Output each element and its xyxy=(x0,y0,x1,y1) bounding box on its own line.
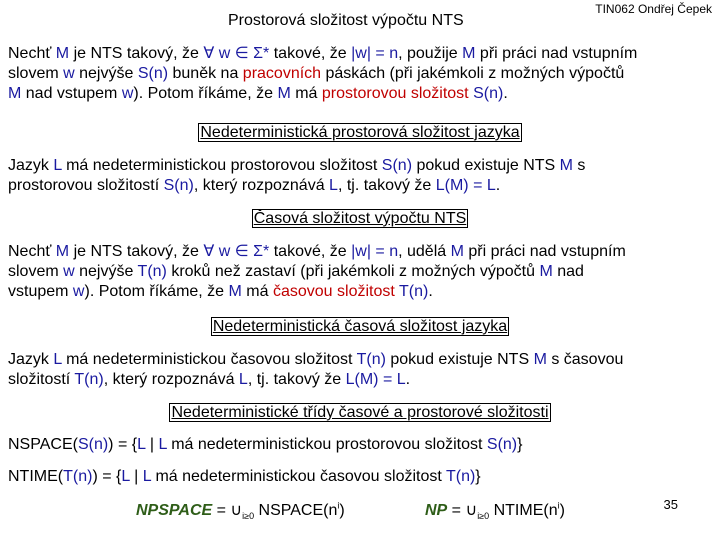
symbol: w xyxy=(63,65,75,82)
text: ). Potom říkáme, že xyxy=(84,283,229,300)
npspace-equation xyxy=(136,500,345,521)
text: . xyxy=(428,283,433,300)
symbol: L xyxy=(53,157,62,174)
text: Nechť xyxy=(8,243,56,260)
symbol: |w| = n xyxy=(351,243,399,260)
text: ). Potom říkáme, že xyxy=(133,85,278,102)
text: | xyxy=(129,468,143,485)
text: , udělá xyxy=(398,243,451,260)
symbol: M xyxy=(277,85,291,102)
text: . xyxy=(405,371,411,388)
text: s časovou xyxy=(546,351,624,368)
symbol: T(n) xyxy=(356,351,386,368)
text: } xyxy=(475,468,481,485)
symbol: T(n) xyxy=(445,468,476,485)
symbol: L xyxy=(121,468,130,485)
definition-line xyxy=(8,282,714,302)
symbol: w xyxy=(72,283,85,300)
symbol: S(n) xyxy=(137,65,169,82)
text: má xyxy=(241,283,273,300)
text: buněk na xyxy=(168,65,243,82)
page-number: 35 xyxy=(663,497,678,512)
nspace-definition xyxy=(8,436,522,454)
section-heading xyxy=(0,318,720,336)
text: , který rozpoznává xyxy=(193,177,330,194)
nondet-time-definition xyxy=(8,350,714,390)
quantifier: ∀ w ∈ Σ* xyxy=(203,243,270,260)
symbol: L xyxy=(158,436,167,453)
definition-line xyxy=(8,350,714,370)
symbol: L(M) = L xyxy=(435,177,496,194)
heading-text: Nedeterministická časová složitost jazyka xyxy=(212,318,508,335)
superscript: i xyxy=(337,500,340,511)
subscript: i≥0 xyxy=(242,511,255,522)
text: nad vstupem xyxy=(21,85,122,102)
text: pokud existuje NTS xyxy=(412,157,560,174)
highlighted-term: prostorovou složitost xyxy=(321,85,469,102)
ntime-definition xyxy=(8,468,481,486)
text: pokud existuje NTS xyxy=(385,351,534,368)
symbol: M xyxy=(55,243,70,260)
text: takové, že xyxy=(269,243,352,260)
superscript: i xyxy=(557,500,560,511)
definition-line xyxy=(8,84,714,104)
symbol: L(M) = L xyxy=(345,371,406,388)
symbol: M xyxy=(539,263,553,280)
section-heading xyxy=(0,404,720,422)
text: má nedeterministickou časovou složitost xyxy=(151,468,446,485)
text: , tj. takový že xyxy=(337,177,436,194)
text: } xyxy=(517,436,523,453)
symbol: T(n) xyxy=(63,468,93,485)
text: nejvýše xyxy=(74,65,138,82)
symbol: w xyxy=(63,263,75,280)
heading-text: Nedeterministické třídy časové a prostorové složitosti xyxy=(171,404,549,421)
text: Jazyk xyxy=(8,351,54,368)
text: při práci nad vstupním xyxy=(475,45,638,62)
text: . xyxy=(495,177,501,194)
space-complexity-definition xyxy=(8,44,714,104)
text: ) = { xyxy=(92,468,122,485)
symbol: S(n) xyxy=(163,177,194,194)
text: ) xyxy=(339,502,345,519)
text: takové, že xyxy=(269,45,352,62)
text: má xyxy=(290,85,322,102)
subscript: i≥0 xyxy=(477,511,490,522)
section-heading xyxy=(0,210,720,228)
text: . xyxy=(503,85,508,102)
symbol: T(n) xyxy=(398,283,429,300)
text: kroků než zastaví (při jakémkoli z možných výpočtů xyxy=(166,263,540,280)
text: při práci nad vstupním xyxy=(463,243,626,260)
text: , tj. takový že xyxy=(247,371,346,388)
text: slovem xyxy=(8,65,64,82)
symbol: L xyxy=(137,436,146,453)
text: vstupem xyxy=(8,283,73,300)
text: nad xyxy=(552,263,584,280)
symbol: M xyxy=(450,243,464,260)
symbol: M xyxy=(559,157,573,174)
text: páskách (při jakémkoli z možných výpočtů xyxy=(321,65,625,82)
class-name: NP xyxy=(425,502,448,519)
symbol: L xyxy=(329,177,338,194)
heading-text: Časová složitost výpočtu NTS xyxy=(253,210,467,227)
text: má nedeterministickou prostorovou složitost xyxy=(61,157,382,174)
text: ) xyxy=(559,502,565,519)
symbol: M xyxy=(8,85,22,102)
definition-line xyxy=(8,156,714,176)
definition-line xyxy=(8,242,714,262)
text: NTIME( xyxy=(8,468,64,485)
symbol: S(n) xyxy=(381,157,413,174)
time-complexity-definition xyxy=(8,242,714,302)
union-symbol: = ∪ xyxy=(212,502,243,519)
text: , který rozpoznává xyxy=(103,371,239,388)
text: slovem xyxy=(8,263,64,280)
symbol: T(n) xyxy=(137,263,167,280)
course-label: TIN062 Ondřej Čepek xyxy=(595,2,712,16)
definition-line xyxy=(8,44,714,64)
text: | xyxy=(145,436,159,453)
slide-title: Prostorová složitost výpočtu NTS xyxy=(228,12,464,29)
text: s xyxy=(572,157,586,174)
np-equation xyxy=(425,500,565,521)
symbol: M xyxy=(533,351,547,368)
definition-line xyxy=(8,262,714,282)
text: má nedeterministickou prostorovou složitost xyxy=(166,436,487,453)
text: nejvýše xyxy=(74,263,138,280)
symbol: T(n) xyxy=(74,371,104,388)
text: ) = { xyxy=(108,436,138,453)
symbol: M xyxy=(228,283,242,300)
text: NSPACE( xyxy=(8,436,78,453)
symbol: M xyxy=(462,45,476,62)
text: NTIME(n xyxy=(489,502,558,519)
text: NSPACE(n xyxy=(254,502,338,519)
highlighted-term: pracovních xyxy=(242,65,322,82)
text: je NTS takový, že xyxy=(69,243,204,260)
symbol: M xyxy=(55,45,70,62)
text: má nedeterministickou časovou složitost xyxy=(61,351,357,368)
section-heading xyxy=(0,124,720,142)
text: je NTS takový, že xyxy=(69,45,204,62)
symbol: L xyxy=(142,468,152,485)
text: Nechť xyxy=(8,45,56,62)
heading-text: Nedeterministická prostorová složitost jazyka xyxy=(200,124,520,141)
highlighted-term: časovou složitost xyxy=(272,283,395,300)
symbol: S(n) xyxy=(77,436,109,453)
text: prostorovou složitostí xyxy=(8,177,164,194)
union-symbol: = ∪ xyxy=(447,502,478,519)
symbol: |w| = n xyxy=(351,45,399,62)
quantifier: ∀ w ∈ Σ* xyxy=(203,45,270,62)
symbol: S(n) xyxy=(473,85,504,102)
text: , použije xyxy=(398,45,463,62)
text: složitostí xyxy=(8,371,75,388)
definition-line xyxy=(8,64,714,84)
nondet-space-definition xyxy=(8,156,714,196)
definition-line xyxy=(8,370,714,390)
symbol: S(n) xyxy=(486,436,518,453)
symbol: w xyxy=(121,85,134,102)
class-name: NPSPACE xyxy=(136,502,213,519)
text: Jazyk xyxy=(8,157,54,174)
symbol: L xyxy=(53,351,62,368)
symbol: L xyxy=(238,371,248,388)
definition-line xyxy=(8,176,714,196)
